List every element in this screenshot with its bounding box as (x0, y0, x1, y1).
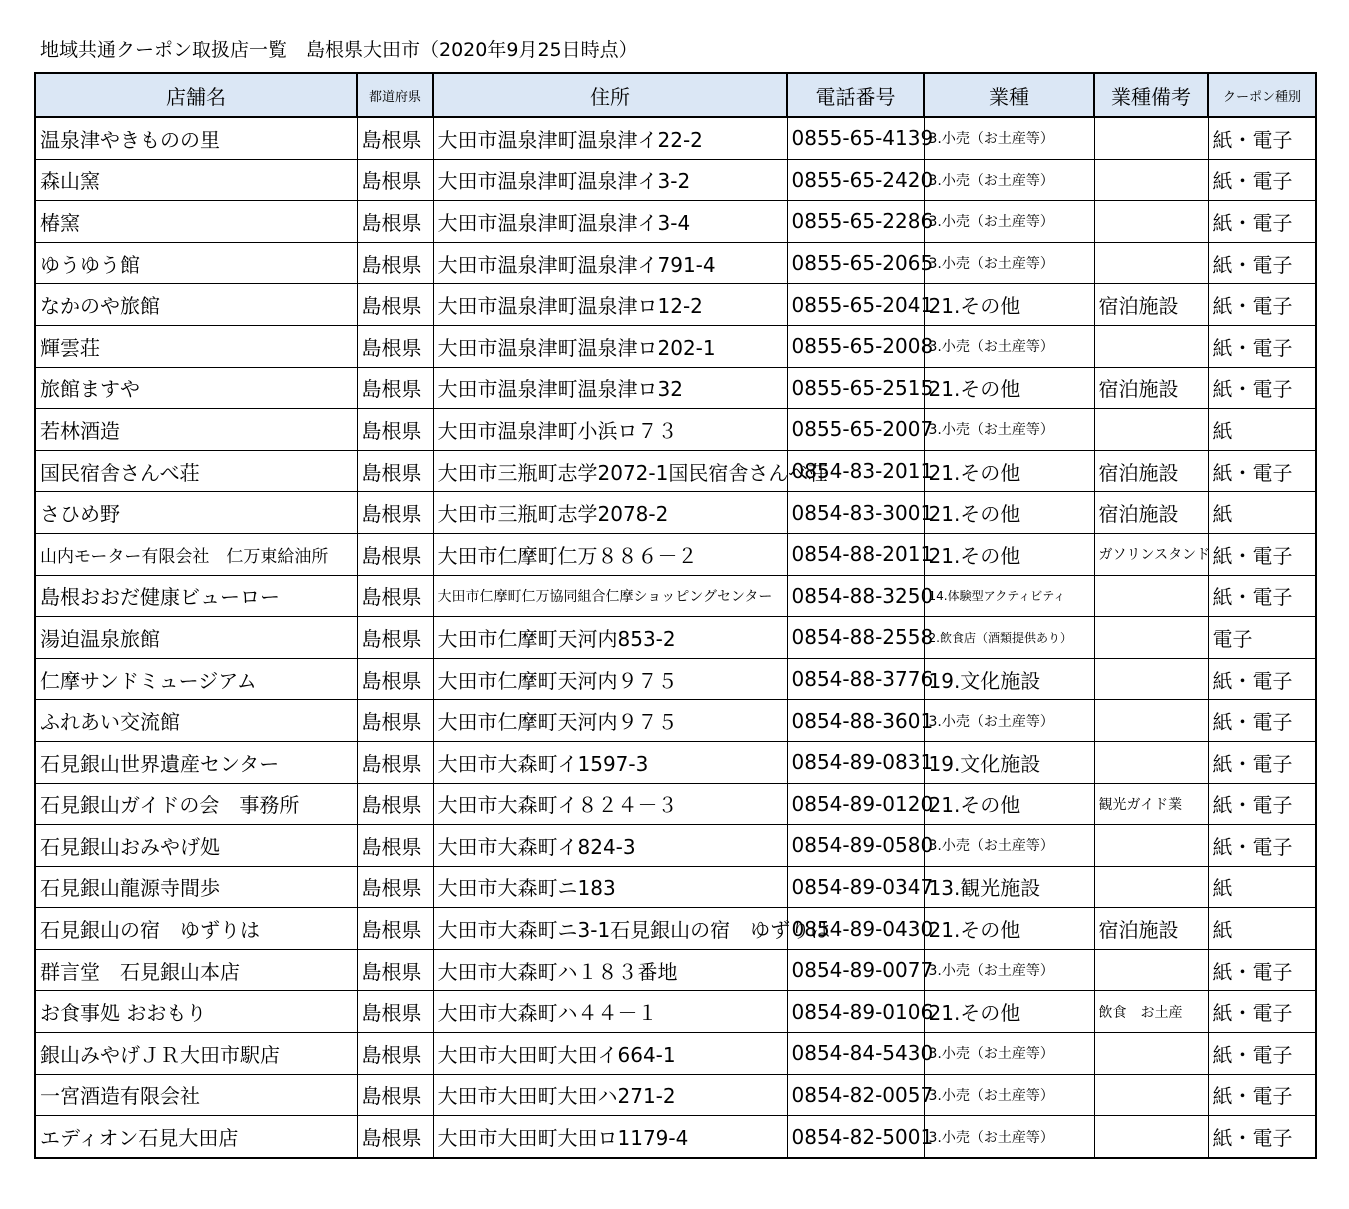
phone-cell: 0854-83-3001 (787, 492, 924, 534)
category-note-cell (1094, 409, 1208, 451)
prefecture-cell: 島根県 (357, 741, 433, 783)
table-row (35, 575, 1316, 617)
category-note-cell (1094, 575, 1208, 617)
phone-cell: 0854-89-0430 (787, 908, 924, 950)
phone-cell: 0854-88-2558 (787, 617, 924, 659)
coupon-type-cell: 電子 (1208, 617, 1316, 659)
coupon-type-cell: 紙・電子 (1208, 117, 1316, 159)
shop-name-cell: 一宮酒造有限会社 (35, 1074, 357, 1116)
category-note-cell: 飲食 お土産 (1094, 991, 1208, 1033)
table-row (35, 159, 1316, 201)
category-cell: 14.体験型アクティビティ (924, 575, 1094, 617)
address-cell: 大田市温泉津町温泉津イ3-2 (433, 159, 787, 201)
prefecture-cell: 島根県 (357, 242, 433, 284)
prefecture-cell: 島根県 (357, 159, 433, 201)
coupon-type-cell: 紙・電子 (1208, 991, 1316, 1033)
shop-name-cell: 国民宿舎さんべ荘 (35, 450, 357, 492)
table-row (35, 1116, 1316, 1158)
category-cell: 3.小売（お土産等） (924, 1033, 1094, 1075)
category-cell: 3.小売（お土産等） (924, 825, 1094, 867)
coupon-type-cell: 紙・電子 (1208, 825, 1316, 867)
table-row (35, 1074, 1316, 1116)
category-note-cell: 宿泊施設 (1094, 450, 1208, 492)
coupon-type-cell: 紙・電子 (1208, 201, 1316, 243)
column-header-category: 業種 (924, 73, 1094, 117)
category-note-cell (1094, 700, 1208, 742)
prefecture-cell: 島根県 (357, 1033, 433, 1075)
category-cell: 3.小売（お土産等） (924, 117, 1094, 159)
phone-cell: 0855-65-2420 (787, 159, 924, 201)
shop-name-cell: なかのや旅館 (35, 284, 357, 326)
shop-name-cell: 旅館ますや (35, 367, 357, 409)
category-cell: 3.小売（お土産等） (924, 242, 1094, 284)
address-cell: 大田市温泉津町温泉津イ22-2 (433, 117, 787, 159)
phone-cell: 0855-65-2065 (787, 242, 924, 284)
coupon-type-cell: 紙・電子 (1208, 1116, 1316, 1158)
category-cell: 21.その他 (924, 908, 1094, 950)
coupon-type-cell: 紙・電子 (1208, 533, 1316, 575)
coupon-type-cell: 紙・電子 (1208, 159, 1316, 201)
table-row (35, 949, 1316, 991)
coupon-type-cell: 紙・電子 (1208, 783, 1316, 825)
coupon-type-cell: 紙・電子 (1208, 1074, 1316, 1116)
category-note-cell (1094, 658, 1208, 700)
shop-name-cell: 銀山みやげＪＲ大田市駅店 (35, 1033, 357, 1075)
category-cell: 21.その他 (924, 492, 1094, 534)
table-row (35, 825, 1316, 867)
category-cell: 3.小売（お土産等） (924, 159, 1094, 201)
table-row (35, 117, 1316, 159)
document-title: 地域共通クーポン取扱店一覧 島根県大田市（2020年9月25日時点） (40, 39, 638, 61)
table-row (35, 1033, 1316, 1075)
prefecture-cell: 島根県 (357, 949, 433, 991)
table-row (35, 533, 1316, 575)
address-cell: 大田市大森町ニ183 (433, 866, 787, 908)
table-row (35, 367, 1316, 409)
coupon-type-cell: 紙・電子 (1208, 367, 1316, 409)
prefecture-cell: 島根県 (357, 825, 433, 867)
coupon-type-cell: 紙・電子 (1208, 284, 1316, 326)
category-cell: 3.小売（お土産等） (924, 1074, 1094, 1116)
address-cell: 大田市大森町イ８２４－３ (433, 783, 787, 825)
address-cell: 大田市温泉津町温泉津イ791-4 (433, 242, 787, 284)
coupon-type-cell: 紙・電子 (1208, 325, 1316, 367)
phone-cell: 0854-89-0347 (787, 866, 924, 908)
phone-cell: 0854-83-2011 (787, 450, 924, 492)
coupon-type-cell: 紙・電子 (1208, 1033, 1316, 1075)
category-note-cell (1094, 1116, 1208, 1158)
address-cell: 大田市仁摩町仁万８８６－２ (433, 533, 787, 575)
prefecture-cell: 島根県 (357, 658, 433, 700)
table-row (35, 325, 1316, 367)
shop-name-cell: 島根おおだ健康ビューロー (35, 575, 357, 617)
category-note-cell (1094, 325, 1208, 367)
phone-cell: 0855-65-2286 (787, 201, 924, 243)
prefecture-cell: 島根県 (357, 866, 433, 908)
prefecture-cell: 島根県 (357, 700, 433, 742)
address-cell: 大田市温泉津町温泉津ロ202-1 (433, 325, 787, 367)
table-row (35, 991, 1316, 1033)
phone-cell: 0854-82-0057 (787, 1074, 924, 1116)
phone-cell: 0854-89-0120 (787, 783, 924, 825)
prefecture-cell: 島根県 (357, 492, 433, 534)
category-cell: 13.観光施設 (924, 866, 1094, 908)
column-header-category-note: 業種備考 (1094, 73, 1208, 117)
shop-name-cell: 若林酒造 (35, 409, 357, 451)
category-note-cell (1094, 866, 1208, 908)
address-cell: 大田市大森町ハ１８３番地 (433, 949, 787, 991)
coupon-type-cell: 紙・電子 (1208, 658, 1316, 700)
table-row (35, 242, 1316, 284)
category-cell: 3.小売（お土産等） (924, 700, 1094, 742)
table-row (35, 741, 1316, 783)
category-note-cell (1094, 949, 1208, 991)
table-row (35, 617, 1316, 659)
shop-name-cell: 湯迫温泉旅館 (35, 617, 357, 659)
address-cell: 大田市大田町大田ロ1179-4 (433, 1116, 787, 1158)
coupon-type-cell: 紙・電子 (1208, 575, 1316, 617)
category-cell: 21.その他 (924, 284, 1094, 326)
coupon-type-cell: 紙 (1208, 908, 1316, 950)
shop-name-cell: お食事処 おおもり (35, 991, 357, 1033)
category-cell: 3.小売（お土産等） (924, 949, 1094, 991)
prefecture-cell: 島根県 (357, 1116, 433, 1158)
category-cell: 21.その他 (924, 783, 1094, 825)
address-cell: 大田市大森町ニ3-1石見銀山の宿 ゆずりは (433, 908, 787, 950)
phone-cell: 0854-89-0077 (787, 949, 924, 991)
address-cell: 大田市三瓶町志学2078-2 (433, 492, 787, 534)
category-note-cell (1094, 117, 1208, 159)
shop-name-cell: 石見銀山おみやげ処 (35, 825, 357, 867)
phone-cell: 0855-65-2515 (787, 367, 924, 409)
phone-cell: 0855-65-2008 (787, 325, 924, 367)
prefecture-cell: 島根県 (357, 450, 433, 492)
coupon-type-cell: 紙・電子 (1208, 700, 1316, 742)
prefecture-cell: 島根県 (357, 201, 433, 243)
category-note-cell (1094, 159, 1208, 201)
category-note-cell (1094, 617, 1208, 659)
category-cell: 3.小売（お土産等） (924, 1116, 1094, 1158)
prefecture-cell: 島根県 (357, 533, 433, 575)
phone-cell: 0855-65-2007 (787, 409, 924, 451)
shop-name-cell: エディオン石見大田店 (35, 1116, 357, 1158)
category-cell: 21.その他 (924, 450, 1094, 492)
prefecture-cell: 島根県 (357, 1074, 433, 1116)
shop-name-cell: 石見銀山世界遺産センター (35, 741, 357, 783)
category-cell: 2.飲食店（酒類提供あり） (924, 617, 1094, 659)
column-header-prefecture: 都道府県 (357, 73, 433, 117)
category-note-cell: 宿泊施設 (1094, 492, 1208, 534)
phone-cell: 0854-84-5430 (787, 1033, 924, 1075)
table-row (35, 658, 1316, 700)
coupon-type-cell: 紙・電子 (1208, 242, 1316, 284)
category-note-cell (1094, 201, 1208, 243)
address-cell: 大田市大森町イ824-3 (433, 825, 787, 867)
coupon-type-cell: 紙 (1208, 866, 1316, 908)
category-note-cell (1094, 1074, 1208, 1116)
phone-cell: 0854-89-0580 (787, 825, 924, 867)
shop-name-cell: ゆうゆう館 (35, 242, 357, 284)
coupon-type-cell: 紙 (1208, 409, 1316, 451)
table-row (35, 866, 1316, 908)
shop-name-cell: 輝雲荘 (35, 325, 357, 367)
category-note-cell: 宿泊施設 (1094, 284, 1208, 326)
phone-cell: 0855-65-4139 (787, 117, 924, 159)
table-row (35, 201, 1316, 243)
address-cell: 大田市仁摩町天河内853-2 (433, 617, 787, 659)
phone-cell: 0854-88-3776 (787, 658, 924, 700)
prefecture-cell: 島根県 (357, 617, 433, 659)
shop-name-cell: 石見銀山の宿 ゆずりは (35, 908, 357, 950)
category-cell: 3.小売（お土産等） (924, 409, 1094, 451)
prefecture-cell: 島根県 (357, 409, 433, 451)
coupon-type-cell: 紙・電子 (1208, 741, 1316, 783)
prefecture-cell: 島根県 (357, 284, 433, 326)
category-cell: 3.小売（お土産等） (924, 325, 1094, 367)
coupon-type-cell: 紙・電子 (1208, 450, 1316, 492)
address-cell: 大田市大森町イ1597-3 (433, 741, 787, 783)
shop-name-cell: 森山窯 (35, 159, 357, 201)
category-note-cell: ガソリンスタンド (1094, 533, 1208, 575)
category-note-cell (1094, 825, 1208, 867)
category-note-cell: 宿泊施設 (1094, 908, 1208, 950)
prefecture-cell: 島根県 (357, 783, 433, 825)
shop-name-cell: 椿窯 (35, 201, 357, 243)
prefecture-cell: 島根県 (357, 908, 433, 950)
phone-cell: 0855-65-2041 (787, 284, 924, 326)
prefecture-cell: 島根県 (357, 367, 433, 409)
shop-name-cell: 山内モーター有限会社 仁万東給油所 (35, 533, 357, 575)
category-cell: 19.文化施設 (924, 658, 1094, 700)
address-cell: 大田市温泉津町温泉津イ3-4 (433, 201, 787, 243)
phone-cell: 0854-89-0831 (787, 741, 924, 783)
phone-cell: 0854-82-5001 (787, 1116, 924, 1158)
table-row (35, 783, 1316, 825)
prefecture-cell: 島根県 (357, 325, 433, 367)
category-cell: 21.その他 (924, 991, 1094, 1033)
shop-name-cell: 温泉津やきものの里 (35, 117, 357, 159)
table-row (35, 450, 1316, 492)
phone-cell: 0854-88-3601 (787, 700, 924, 742)
address-cell: 大田市大田町大田イ664-1 (433, 1033, 787, 1075)
address-cell: 大田市仁摩町天河内９７５ (433, 658, 787, 700)
table-row (35, 908, 1316, 950)
column-header-shop-name: 店舗名 (35, 73, 357, 117)
address-cell: 大田市温泉津町温泉津ロ12-2 (433, 284, 787, 326)
coupon-type-cell: 紙 (1208, 492, 1316, 534)
phone-cell: 0854-88-2011 (787, 533, 924, 575)
shop-name-cell: さひめ野 (35, 492, 357, 534)
category-cell: 21.その他 (924, 367, 1094, 409)
category-note-cell (1094, 741, 1208, 783)
table-row (35, 284, 1316, 326)
address-cell: 大田市仁摩町仁万協同組合仁摩ショッピングセンター (433, 575, 787, 617)
address-cell: 大田市温泉津町小浜ロ７３ (433, 409, 787, 451)
shop-name-cell: 群言堂 石見銀山本店 (35, 949, 357, 991)
address-cell: 大田市大田町大田ハ271-2 (433, 1074, 787, 1116)
category-note-cell (1094, 1033, 1208, 1075)
category-cell: 19.文化施設 (924, 741, 1094, 783)
table-row (35, 700, 1316, 742)
category-note-cell (1094, 242, 1208, 284)
category-cell: 21.その他 (924, 533, 1094, 575)
shop-list-table (34, 72, 1317, 1159)
table-row (35, 492, 1316, 534)
address-cell: 大田市三瓶町志学2072-1国民宿舎さんべ荘 (433, 450, 787, 492)
column-header-address: 住所 (433, 73, 787, 117)
category-note-cell: 宿泊施設 (1094, 367, 1208, 409)
phone-cell: 0854-88-3250 (787, 575, 924, 617)
phone-cell: 0854-89-0106 (787, 991, 924, 1033)
shop-name-cell: 石見銀山龍源寺間歩 (35, 866, 357, 908)
address-cell: 大田市温泉津町温泉津ロ32 (433, 367, 787, 409)
shop-name-cell: ふれあい交流館 (35, 700, 357, 742)
address-cell: 大田市仁摩町天河内９７５ (433, 700, 787, 742)
coupon-type-cell: 紙・電子 (1208, 949, 1316, 991)
prefecture-cell: 島根県 (357, 117, 433, 159)
category-note-cell: 観光ガイド業 (1094, 783, 1208, 825)
shop-name-cell: 仁摩サンドミュージアム (35, 658, 357, 700)
table-row (35, 409, 1316, 451)
prefecture-cell: 島根県 (357, 575, 433, 617)
column-header-coupon-type: クーポン種別 (1208, 73, 1316, 117)
table-header-row (35, 73, 1316, 117)
column-header-phone: 電話番号 (787, 73, 924, 117)
category-cell: 3.小売（お土産等） (924, 201, 1094, 243)
shop-name-cell: 石見銀山ガイドの会 事務所 (35, 783, 357, 825)
prefecture-cell: 島根県 (357, 991, 433, 1033)
address-cell: 大田市大森町ハ４４－１ (433, 991, 787, 1033)
